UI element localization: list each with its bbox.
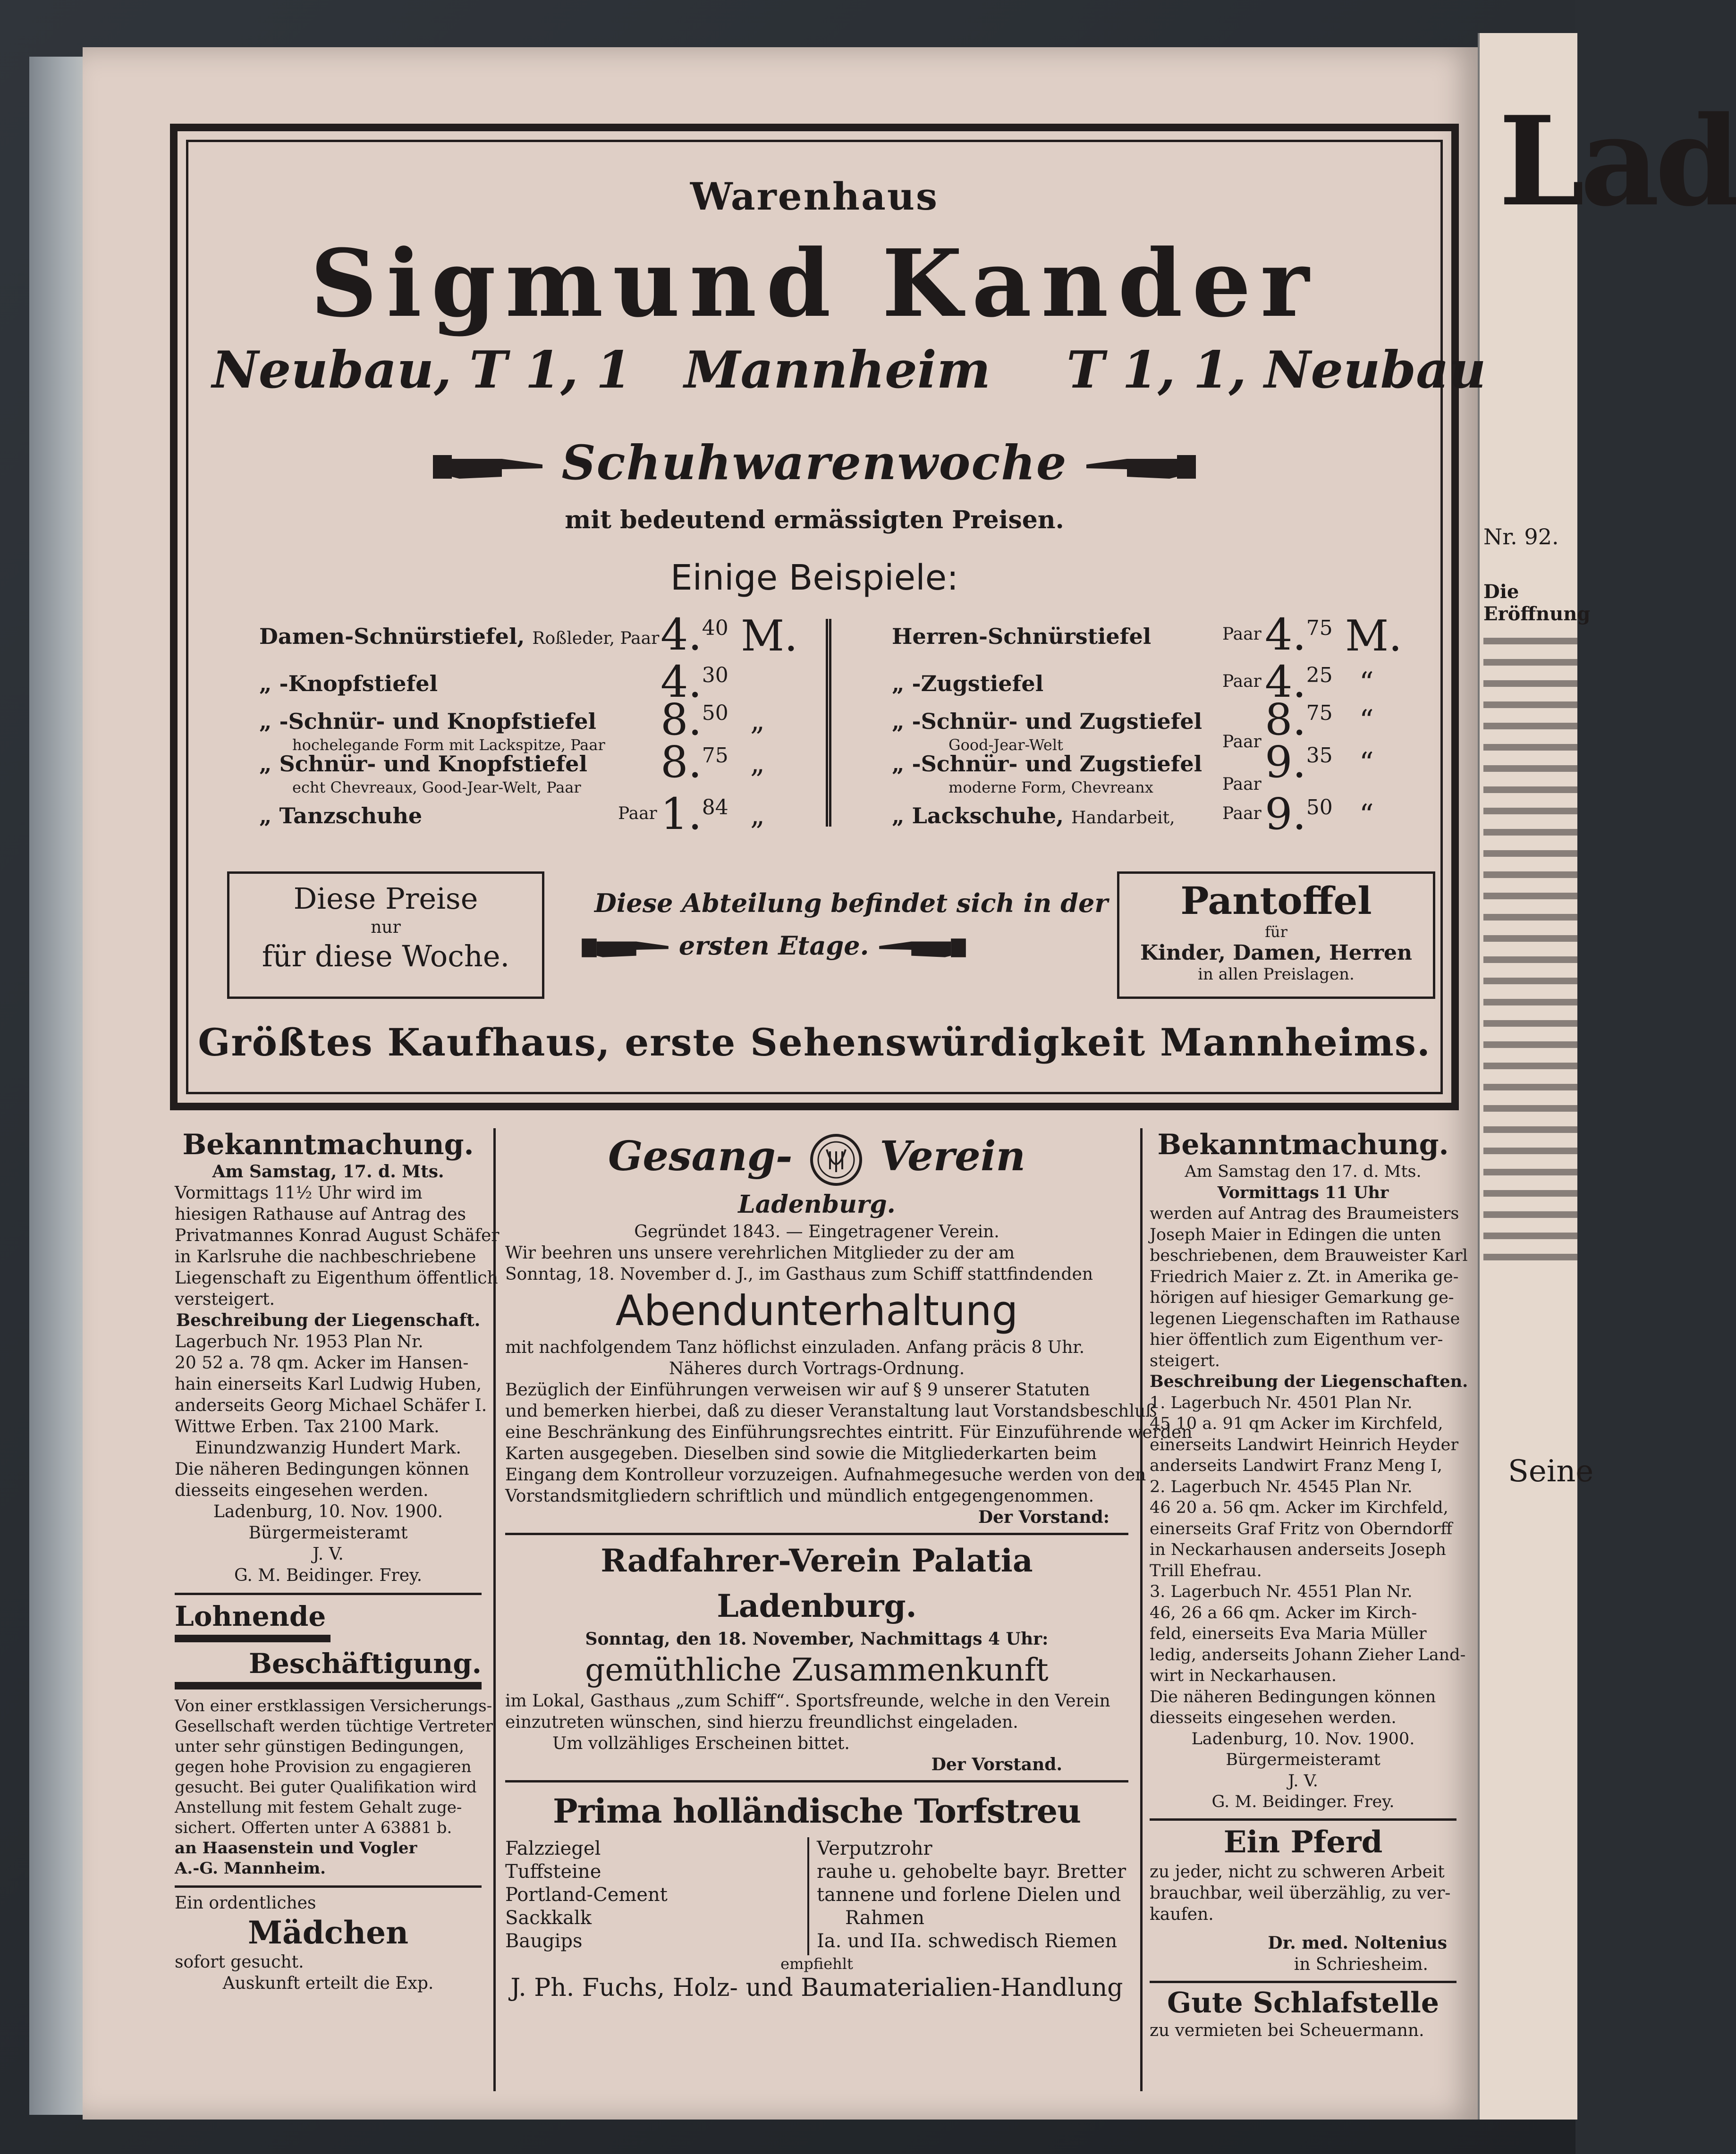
text-line: Trill Ehefrau. [1150, 1561, 1262, 1580]
text-line: Bürgermeisteramt [1226, 1750, 1380, 1769]
price-ditto: “ [1359, 704, 1374, 737]
text-line: versteigert. [175, 1290, 275, 1309]
text-line: hiesigen Rathause auf Antrag des [175, 1205, 466, 1224]
next-page-issue: Nr. 92. [1483, 524, 1559, 549]
ad-address-city: Mannheim [684, 340, 991, 400]
price-value: 9.35 [1265, 737, 1333, 787]
ad-footer-slogan: Größtes Kaufhaus, erste Sehenswürdigkeit Mannheims. [198, 1020, 1431, 1064]
text-line: Näheres durch Vortrags-Ordnung. [669, 1359, 965, 1378]
choir-signature: Der Vorstand: [978, 1507, 1109, 1527]
text-line: gegen hohe Provision zu engagieren [175, 1757, 472, 1776]
maid-line: sofort gesucht. [175, 1952, 304, 1972]
section-rule [175, 1885, 482, 1888]
text-line: 46, 26 a 66 qm. Acker im Kirch- [1150, 1603, 1417, 1622]
peat-recommend: empfiehlt [780, 1954, 853, 1973]
text-line: Bezüglich der Einführungen verweisen wir auf § 9 unserer Statuten [505, 1380, 1090, 1400]
price-currency: M. [1345, 611, 1402, 661]
horse-signature-place: in Schriesheim. [1294, 1954, 1428, 1974]
text-line: zu jeder, nicht zu schweren Arbeit [1150, 1862, 1445, 1882]
price-item-detail: echt Chevreaux, Good-Jear-Welt, Paar [292, 778, 581, 796]
text-line: Vorstandsmitgliedern schriftlich und mündlich entgegengenommen. [505, 1486, 1094, 1506]
materials-right [817, 1837, 1126, 1953]
slippers-box [1117, 871, 1435, 999]
box-line: für diese Woche. [262, 939, 510, 973]
price-row-right-3 [892, 694, 1435, 756]
cycle-text [505, 1690, 1128, 1754]
column-rule [1140, 1128, 1143, 2091]
ad-center-divider [826, 619, 831, 827]
text-line: Vormittags 11½ Uhr wird im [175, 1183, 423, 1203]
text-line: einerseits Graf Fritz von Oberndorff [1150, 1519, 1453, 1538]
pointing-hand-left-icon [1084, 450, 1198, 483]
materials-divider [807, 1837, 809, 1955]
peat-company: J. Ph. Fuchs, Holz- und Baumaterialien-Handlung [510, 1973, 1123, 2002]
price-value: 8.75 [661, 737, 728, 787]
text-line: hain einerseits Karl Ludwig Huben, [175, 1375, 482, 1394]
text-line: Von einer erstklassigen Versicherungs- [175, 1697, 492, 1715]
cycle-signature: Der Vorstand. [931, 1754, 1062, 1774]
material-item: Tuffsteine [505, 1860, 601, 1883]
ad-address-left: Neubau, T 1, 1 [212, 340, 632, 400]
text-line: einerseits Landwirt Heinrich Heyder [1150, 1435, 1459, 1454]
text-line: Ladenburg, 10. Nov. 1900. [1191, 1729, 1415, 1749]
text-line: Beschreibung der Liegenschaften. [1150, 1372, 1468, 1391]
kander-advertisement [170, 124, 1486, 1110]
next-page-edge [1478, 33, 1736, 2120]
price-item-name: „ -Zugstiefel [892, 671, 1044, 696]
text-line: diesseits eingesehen werden. [1150, 1708, 1397, 1727]
price-item-name: „ -Schnür- und Knopfstiefel [259, 709, 597, 734]
ad-store-name: Sigmund Kander [310, 229, 1319, 338]
section-rule [505, 1533, 1128, 1535]
price-ditto: “ [1359, 746, 1374, 779]
bed-title: Gute Schlafstelle [1167, 1986, 1440, 2019]
ad-department-line-2 [580, 930, 967, 964]
box-line: Kinder, Damen, Herren [1140, 941, 1413, 965]
text-line: Lagerbuch Nr. 1953 Plan Nr. [175, 1332, 423, 1352]
text-line: Liegenschaft zu Eigenthum öffentlich [175, 1268, 498, 1288]
price-item-name: „ -Schnür- und Zugstiefel [892, 709, 1202, 734]
price-value: 1.84 [661, 789, 728, 839]
price-item-detail: hochelegande Form mit Lackspitze, Paar [292, 736, 605, 754]
notice-text [1150, 1161, 1468, 1813]
price-item-detail: moderne Form, Chevreanx [948, 778, 1153, 796]
price-unit: Paar [1222, 625, 1262, 644]
material-item: Ia. und IIa. schwedisch Riemen [817, 1930, 1118, 1952]
text-line: feld, einerseits Eva Maria Müller [1150, 1624, 1427, 1643]
text-line: Die näheren Bedingungen können [1150, 1687, 1436, 1706]
price-item-name: „ Lackschuhe, Handarbeit, [892, 803, 1175, 828]
section-rule [1150, 1818, 1457, 1821]
box-line: Diese Preise [293, 881, 478, 916]
text-line: 3. Lagerbuch Nr. 4551 Plan Nr. [1150, 1582, 1413, 1601]
job-title-bar [175, 1635, 330, 1642]
text-line: gesucht. Bei guter Qualifikation wird [175, 1778, 477, 1797]
text-line: kaufen. [1150, 1904, 1214, 1924]
text-line: in Karlsruhe die nachbeschriebene [175, 1247, 476, 1267]
horse-title: Ein Pferd [1223, 1824, 1383, 1860]
price-row-right-5 [892, 789, 1435, 850]
text-line: in Neckarhausen anderseits Joseph [1150, 1540, 1446, 1559]
text-line: an Haasenstein und Vogler [175, 1839, 417, 1858]
text-line: eine Beschränkung des Einführungsrechtes eintritt. Für Einzuführende werden [505, 1422, 1193, 1442]
peat-title: Prima holländische Torfstreu [552, 1791, 1081, 1831]
price-ditto: „ [750, 746, 765, 779]
horse-signature: Dr. med. Noltenius [1268, 1933, 1447, 1953]
pointing-hand-left-icon [878, 931, 967, 964]
text-line: sichert. Offerten unter A 63881 b. [175, 1818, 452, 1837]
text-line: im Lokal, Gasthaus „zum Schiff“. Sportsfreunde, welche in den Verein [505, 1691, 1110, 1711]
next-page-text-lines [1483, 623, 1578, 1275]
cycle-date: Sonntag, den 18. November, Nachmittags 4 Uhr: [585, 1629, 1049, 1649]
price-value: 4.75 [1265, 609, 1333, 660]
next-page-heading: Die Eröffnung [1483, 581, 1591, 625]
price-ditto: „ [750, 704, 765, 737]
material-item: tannene und forlene Dielen und [817, 1884, 1121, 1906]
text-line: Eingang dem Kontrolleur vorzuzeigen. Aufnahmegesuche werden von den [505, 1465, 1146, 1485]
text-line: 1. Lagerbuch Nr. 4501 Plan Nr. [1150, 1393, 1413, 1412]
materials-left [505, 1837, 668, 1953]
price-item-name: „ Schnür- und Knopfstiefel [259, 751, 587, 777]
maid-line: Auskunft erteilt die Exp. [222, 1974, 434, 1993]
price-item-name: „ Tanzschuhe [259, 803, 423, 828]
choir-title-a: Gesang- [608, 1132, 793, 1180]
text-line: Vormittags 11 Uhr [1217, 1183, 1389, 1202]
price-ditto: “ [1359, 798, 1374, 831]
section-rule [505, 1780, 1128, 1782]
column-right [1150, 1128, 1468, 2041]
text-line: Einundzwanzig Hundert Mark. [195, 1438, 461, 1458]
text-line: G. M. Beidinger. Frey. [1211, 1792, 1395, 1811]
text-line: Bürgermeisteramt [248, 1523, 408, 1543]
material-item: Sackkalk [505, 1907, 592, 1929]
price-unit: Paar [1222, 732, 1262, 752]
ad-inner-frame [186, 140, 1486, 1094]
price-value: 8.75 [1265, 694, 1333, 745]
text-line: Am Samstag, 17. d. Mts. [212, 1162, 444, 1182]
material-item: Baugips [505, 1930, 583, 1952]
job-title-1: Lohnende [175, 1600, 326, 1632]
text-line: Wittwe Erben. Tax 2100 Mark. [175, 1417, 440, 1436]
box-line: Pantoffel [1180, 878, 1372, 923]
bed-line: zu vermieten bei Scheuermann. [1150, 2020, 1424, 2040]
text-line: Privatmannes Konrad August Schäfer [175, 1226, 500, 1245]
text-line: Gesellschaft werden tüchtige Vertreter [175, 1717, 493, 1736]
text-line: werden auf Antrag des Braumeisters [1150, 1204, 1459, 1223]
price-item-name: „ -Schnür- und Zugstiefel [892, 751, 1202, 777]
ad-examples-label: Einige Beispiele: [670, 558, 959, 598]
text-line: hier öffentlich zum Eigenthum ver- [1150, 1330, 1443, 1349]
price-currency: M. [741, 611, 798, 661]
next-page-masthead: Lad [1499, 90, 1736, 234]
box-line: in allen Preislagen. [1198, 965, 1355, 984]
text-line: anderseits Georg Michael Schäfer I. [175, 1396, 487, 1415]
section-rule [170, 1104, 1459, 1110]
choir-text [505, 1221, 1128, 1285]
text-line: wirt in Neckarhausen. [1150, 1666, 1337, 1685]
price-unit: Paar [1222, 804, 1262, 823]
choir-event: Abendunterhaltung [615, 1286, 1018, 1335]
column-left [175, 1128, 500, 1994]
job-title-2: Beschäftigung. [248, 1647, 482, 1680]
maid-title: Mädchen [247, 1914, 409, 1951]
text-line: Wir beehren uns unsere verehrlichen Mitglieder zu der am [505, 1243, 1015, 1263]
notice-text [175, 1161, 500, 1586]
material-item: rauhe u. gehobelte bayr. Bretter [817, 1860, 1126, 1883]
text-line: unter sehr günstigen Bedingungen, [175, 1737, 465, 1756]
ad-address-right: T 1, 1, Neubau [1067, 340, 1486, 400]
horse-text [1150, 1861, 1457, 1925]
ad-headline: Schuhwarenwoche [561, 435, 1067, 490]
material-item: Portland-Cement [505, 1884, 668, 1906]
price-value: 4.40 [661, 609, 728, 660]
text-line: G. M. Beidinger. Frey. [234, 1566, 423, 1585]
text-line: anderseits Landwirt Franz Meng I, [1150, 1456, 1442, 1475]
price-item-detail: Good-Jear-Welt [948, 736, 1063, 754]
pointing-hand-right-icon [431, 450, 544, 483]
price-value: 9.50 [1265, 789, 1333, 839]
material-item: Falzziegel [505, 1837, 601, 1859]
text-line: Ladenburg, 10. Nov. 1900. [213, 1502, 443, 1521]
text-line: J. V. [313, 1545, 344, 1564]
notice-title: Bekanntmachung. [1157, 1128, 1449, 1161]
price-ditto: „ [750, 798, 765, 831]
choir-title-b: Verein [880, 1132, 1026, 1180]
text-line: und bemerken hierbei, daß zu dieser Veranstaltung laut Vorstandsbeschluß [505, 1401, 1157, 1421]
choir-title-row [505, 1128, 1128, 1188]
price-unit: Paar [1222, 672, 1262, 691]
text-line: brauchbar, weil überzählig, zu ver- [1150, 1883, 1451, 1903]
text-line: A.-G. Mannheim. [175, 1859, 326, 1878]
price-unit: Paar [1222, 775, 1262, 794]
notice-title: Bekanntmachung. [182, 1128, 474, 1161]
price-value: 4.30 [661, 657, 728, 707]
this-week-prices-box [227, 871, 544, 999]
text-line: Um vollzähliges Erscheinen bittet. [552, 1733, 850, 1753]
text-line: legenen Liegenschaften im Rathause [1150, 1309, 1460, 1328]
text-line: hörigen auf hiesiger Gemarkung ge- [1150, 1288, 1454, 1307]
lyre-emblem-icon [805, 1132, 867, 1188]
price-ditto: “ [1359, 666, 1374, 699]
price-row-right-1 [892, 609, 1435, 671]
ad-department-line-1: Diese Abteilung befindet sich in der [594, 888, 1108, 918]
text-line: mit nachfolgendem Tanz höflichst einzuladen. Anfang präcis 8 Uhr. [505, 1337, 1085, 1357]
material-item: Rahmen [845, 1907, 925, 1929]
cycle-event: gemüthliche Zusammenkunft [585, 1651, 1049, 1688]
section-rule [1150, 1981, 1457, 1983]
text-line: J. V. [1288, 1771, 1318, 1791]
job-title-bar [175, 1682, 482, 1689]
ad-department-floor: ersten Etage. [678, 930, 869, 961]
text-line: 45 10 a. 91 qm Acker im Kirchfeld, [1150, 1414, 1443, 1433]
text-line: Friedrich Maier z. Zt. in Amerika ge- [1150, 1267, 1459, 1286]
price-unit: Paar [618, 804, 657, 823]
price-value: 8.50 [661, 694, 728, 745]
text-line: Gegründet 1843. — Eingetragener Verein. [634, 1222, 999, 1242]
text-line: Beschreibung der Liegenschaft. [176, 1310, 481, 1330]
text-line: Am Samstag den 17. d. Mts. [1185, 1162, 1422, 1181]
section-rule [175, 1593, 482, 1595]
cycle-title: Radfahrer-Verein Palatia Ladenburg. [601, 1542, 1033, 1624]
ad-subheadline: mit bedeutend ermässigten Preisen. [565, 506, 1064, 534]
materials-list [505, 1837, 1128, 1955]
price-item-name: Damen-Schnürstiefel, Roßleder, Paar [259, 624, 660, 649]
text-line: Die näheren Bedingungen können [175, 1460, 469, 1479]
maid-pre: Ein ordentliches [175, 1893, 316, 1913]
ad-store-type: Warenhaus [690, 174, 939, 219]
text-line: einzutreten wünschen, sind hierzu freundlichst eingeladen. [505, 1712, 1018, 1732]
price-item-name: „ -Knopfstiefel [259, 671, 438, 696]
text-line: Karten ausgegeben. Dieselben sind sowie die Mitgliederkarten beim [505, 1444, 1097, 1463]
text-line: beschriebenen, dem Brauweister Karl [1150, 1246, 1468, 1265]
price-item-name: Herren-Schnürstiefel [892, 624, 1152, 649]
text-line: 20 52 a. 78 qm. Acker im Hansen- [175, 1353, 469, 1373]
material-item: Verputzrohr [817, 1837, 932, 1859]
box-line: nur [371, 918, 401, 937]
ad-headline-row [188, 435, 1440, 490]
next-page-section: Seine [1508, 1454, 1594, 1489]
text-line: ledig, anderseits Johann Zieher Land- [1150, 1645, 1466, 1664]
text-line: Sonntag, 18. November d. J., im Gasthaus zum Schiff stattfindenden [505, 1264, 1093, 1284]
text-line: Joseph Maier in Edingen die unten [1150, 1225, 1441, 1244]
text-line: steigert. [1150, 1351, 1220, 1370]
text-line: Anstellung mit festem Gehalt zuge- [175, 1798, 462, 1817]
price-row-left-5 [259, 789, 802, 850]
pointing-hand-right-icon [580, 931, 670, 964]
choir-place: Ladenburg. [738, 1190, 896, 1219]
text-line: diesseits eingesehen werden. [175, 1481, 429, 1500]
text-line: 2. Lagerbuch Nr. 4545 Plan Nr. [1150, 1477, 1413, 1496]
price-value: 4.25 [1265, 657, 1333, 707]
box-line: für [1265, 923, 1287, 941]
text-line: 46 20 a. 56 qm. Acker im Kirchfeld, [1150, 1498, 1448, 1517]
job-text [175, 1696, 493, 1879]
